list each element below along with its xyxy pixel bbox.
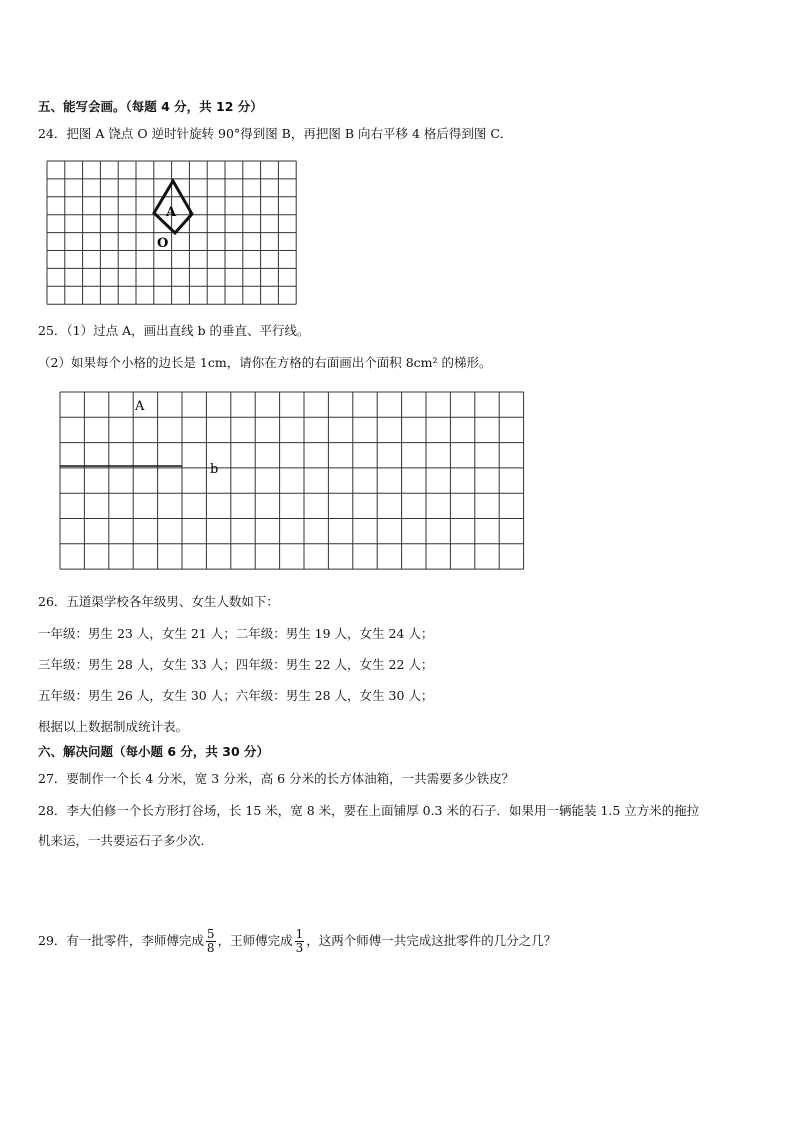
q25-part1: 25．（1）过点 A，画出直线 b 的垂直、平行线。 [38, 323, 310, 338]
q26-intro: 26．五道渠学校各年级男、女生人数如下： [38, 594, 279, 609]
q25-part2: （2）如果每个小格的边长是 1cm，请你在方格的右面画出个面积 8cm² 的梯形。 [38, 355, 492, 370]
figure-a-label: A [166, 205, 177, 220]
q26-end: 根据以上数据制成统计表。 [38, 719, 189, 734]
fraction-five-eighths [206, 928, 216, 955]
q25-grid [0, 380, 794, 580]
q29-suffix: ，这两个师傅一共完成这批零件的几分之几？ [306, 933, 557, 948]
q26-row2: 三年级：男生 28 人，女生 33 人；四年级：男生 22 人，女生 22 人； [38, 657, 434, 672]
fraction-numerator: 1 [295, 927, 304, 941]
fraction-denominator: 8 [206, 941, 215, 955]
q29-middle: ，王师傅完成 [217, 933, 293, 948]
q26-row1: 一年级：男生 23 人，女生 21 人；二年级：男生 19 人，女生 24 人； [38, 626, 434, 641]
point-a-label: A [135, 399, 145, 414]
q24-text: 24．把图 A 饶点 O 逆时针旋转 90°得到图 B，再把图 B 向右平移 4 格后得到图 C． [38, 126, 513, 141]
section6-title: 六、解决问题（每小题 6 分，共 30 分） [38, 744, 270, 759]
fraction-denominator: 3 [295, 941, 304, 955]
line-b-label: b [210, 462, 219, 477]
q28-line2: 机来运，一共要运石子多少次． [38, 833, 214, 848]
point-o-label: O [157, 236, 169, 251]
q26-row3: 五年级：男生 26 人，女生 30 人；六年级：男生 28 人，女生 30 人； [38, 688, 434, 703]
section5-title: 五、能写会画。（每题 4 分，共 12 分） [38, 99, 263, 114]
fraction-numerator: 5 [206, 927, 215, 941]
q29-prefix: 29．有一批零件，李师傅完成 [38, 933, 204, 948]
q29-text [38, 928, 556, 955]
fraction-one-third [295, 928, 305, 955]
q27-text: 27．要制作一个长 4 分米，宽 3 分米，高 6 分米的长方体油箱，一共需要多少铁皮？ [38, 771, 515, 786]
q24-grid [0, 0, 794, 320]
q28-line1: 28．李大伯修一个长方形打谷场，长 15 米，宽 8 米，要在上面铺厚 0.3 米的石子．如果用一辆能装 1.5 立方米的拖拉 [38, 803, 700, 818]
